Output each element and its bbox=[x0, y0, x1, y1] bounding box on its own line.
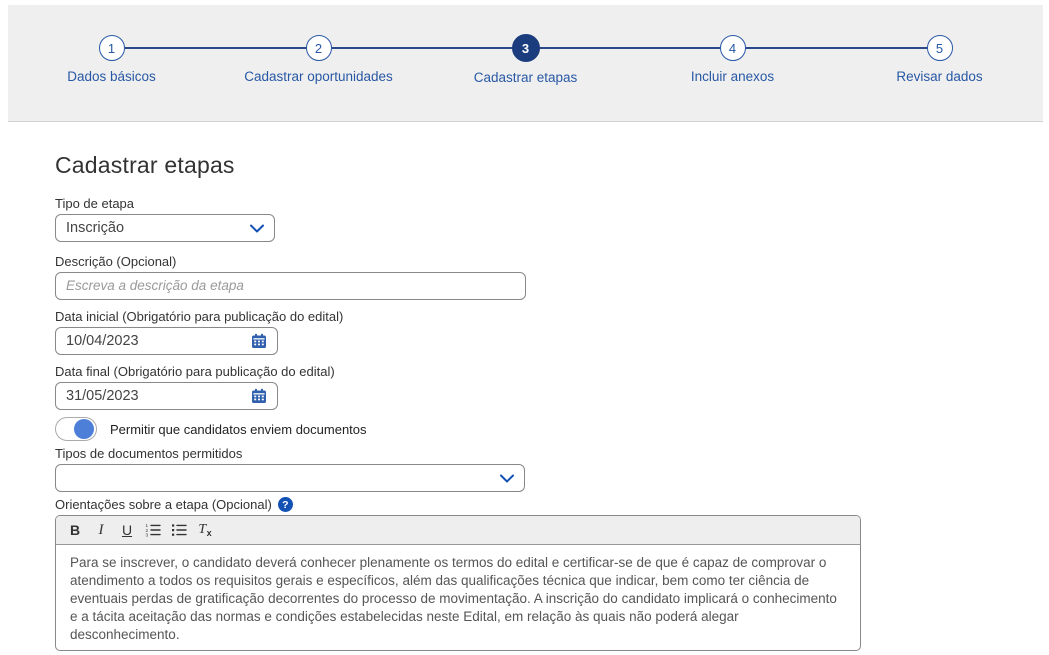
unordered-list-icon bbox=[171, 523, 187, 537]
data-final-field[interactable] bbox=[55, 382, 278, 410]
underline-button[interactable]: U bbox=[121, 522, 133, 538]
wizard-stepper bbox=[8, 5, 1043, 121]
step-number-circle: 1 bbox=[99, 35, 125, 61]
step-number-circle: 4 bbox=[720, 35, 746, 61]
step-incluir-anexos[interactable] bbox=[629, 35, 836, 121]
step-cadastrar-oportunidades[interactable] bbox=[215, 35, 422, 121]
descricao-input[interactable] bbox=[66, 273, 515, 299]
unordered-list-button[interactable] bbox=[168, 519, 190, 541]
permitir-documentos-toggle[interactable] bbox=[55, 417, 97, 441]
bold-button[interactable]: B bbox=[69, 522, 81, 538]
tipos-documentos-select[interactable] bbox=[55, 464, 525, 492]
italic-button[interactable]: I bbox=[98, 521, 104, 538]
ordered-list-button[interactable] bbox=[142, 519, 164, 541]
step-number-circle: 5 bbox=[927, 35, 953, 61]
step-revisar-dados[interactable] bbox=[836, 35, 1043, 121]
calendar-icon[interactable] bbox=[251, 388, 267, 404]
descricao-field-wrap bbox=[55, 272, 526, 300]
step-label: Cadastrar etapas bbox=[473, 70, 578, 85]
permitir-documentos-row bbox=[55, 416, 1000, 442]
svg-text:1: 1 bbox=[145, 523, 149, 529]
calendar-icon[interactable] bbox=[251, 333, 267, 349]
wizard-stepper-band bbox=[8, 5, 1043, 122]
tipo-etapa-label: Tipo de etapa bbox=[55, 196, 135, 211]
descricao-label: Descrição (Opcional) bbox=[55, 254, 177, 269]
orientacoes-rich-text-editor bbox=[55, 515, 861, 651]
editor-toolbar bbox=[56, 516, 860, 545]
tipo-etapa-selected-value: Inscrição bbox=[66, 220, 125, 236]
step-number-circle-active: 3 bbox=[512, 34, 540, 62]
editor-content-textarea[interactable]: Para se inscrever, o candidato deverá conhecer plenamente os termos do edital e certificar-se de que é capaz de comprovar o atendimento a todos os requisitos gerais e específicos, além das qualificações técnica que indicar, bem como ter ciência de eventuais perdas de gratificação decorrentes do processo de movimentação. A inscrição do candidato implicará o conhecimento e a tácita aceitação das normas e condições estabelecidas neste Edital, em relação às quais não poderá alegar desconhecimento. bbox=[70, 555, 837, 642]
svg-text:3: 3 bbox=[145, 532, 149, 537]
permitir-documentos-label: Permitir que candidatos enviem documentos bbox=[110, 421, 367, 437]
step-label: Incluir anexos bbox=[690, 69, 775, 84]
toggle-knob bbox=[74, 419, 94, 439]
clear-formatting-button[interactable]: T x bbox=[198, 522, 212, 538]
step-label: Revisar dados bbox=[896, 69, 983, 84]
chevron-down-icon bbox=[250, 224, 264, 233]
page-title: Cadastrar etapas bbox=[55, 152, 235, 178]
ordered-list-icon bbox=[145, 523, 161, 537]
tipos-documentos-label: Tipos de documentos permitidos bbox=[55, 446, 243, 461]
step-number-circle: 2 bbox=[306, 35, 332, 61]
chevron-down-icon bbox=[500, 474, 514, 483]
step-label: Cadastrar oportunidades bbox=[244, 69, 393, 84]
cadastrar-etapas-form bbox=[0, 152, 1000, 651]
tipo-etapa-select[interactable] bbox=[55, 214, 275, 242]
data-final-label: Data final (Obrigatório para publicação do edital) bbox=[55, 364, 335, 379]
help-icon[interactable]: ? bbox=[278, 497, 293, 512]
orientacoes-label: Orientações sobre a etapa (Opcional) bbox=[55, 497, 272, 512]
data-inicial-field[interactable] bbox=[55, 327, 278, 355]
step-cadastrar-etapas[interactable] bbox=[422, 35, 629, 121]
data-inicial-input[interactable] bbox=[66, 328, 251, 354]
data-inicial-label: Data inicial (Obrigatório para publicação do edital) bbox=[55, 309, 344, 324]
data-final-input[interactable] bbox=[66, 383, 251, 409]
step-dados-basicos[interactable] bbox=[8, 35, 215, 121]
step-label: Dados básicos bbox=[67, 69, 156, 84]
svg-text:2: 2 bbox=[145, 527, 149, 533]
orientacoes-label-row bbox=[55, 497, 1000, 512]
